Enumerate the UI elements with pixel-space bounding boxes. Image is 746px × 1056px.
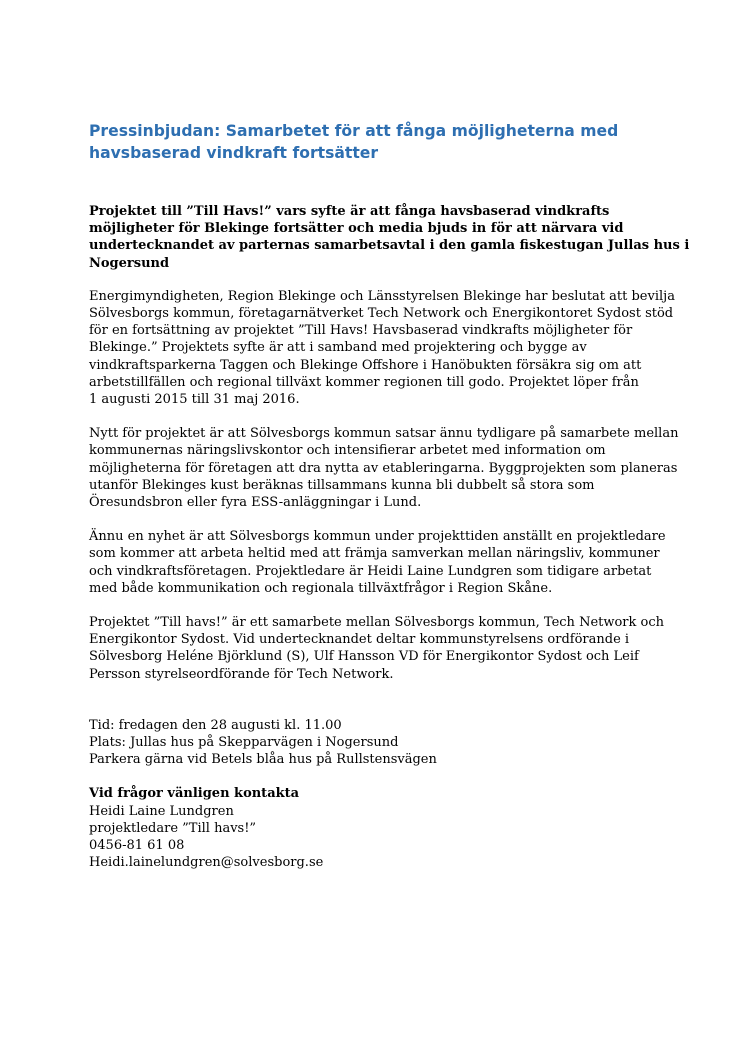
lead-line: Projektet till ”Till Havs!” vars syfte är att fånga havsbaserad vindkrafts <box>89 204 610 219</box>
lead-paragraph <box>89 203 690 272</box>
body-line: Öresundsbron eller fyra ESS-anläggningar i Lund. <box>89 495 422 511</box>
title-line: havsbaserad vindkraft fortsätter <box>89 144 379 162</box>
body-paragraph-1 <box>89 288 675 408</box>
lead-line: undertecknandet av parternas samarbetsavtal i den gamla fiskestugan Jullas hus i <box>89 238 690 254</box>
document-page <box>89 120 690 889</box>
body-line: utanför Blekinges kust beräknas tillsammans kunna bli dubbelt så stora som <box>89 477 595 493</box>
body-line: med både kommunikation och regionala tillväxtfrågor i Region Skåne. <box>89 580 553 596</box>
body-line: och vindkraftsföretagen. Projektledare är Heidi Laine Lundgren som tidigare arbetat <box>89 563 652 579</box>
body-line: arbetstillfällen och regional tillväxt kommer regionen till godo. Projektet löper från <box>89 374 639 390</box>
body-paragraph-4 <box>89 614 667 683</box>
body-line: för en fortsättning av projektet ”Till Havs! Havsbaserad vindkrafts möjligheter för <box>89 323 633 339</box>
event-time: Tid: fredagen den 28 augusti kl. 11.00 <box>89 717 342 733</box>
body-line: Projektet ”Till havs!” är ett samarbete mellan Sölvesborgs kommun, Tech Network och <box>89 615 665 631</box>
body-line: Energikontor Sydost. Vid undertecknandet deltar kommunstyrelsens ordförande i <box>89 632 630 648</box>
body-line: Sölvesborgs kommun, företagarnätverket Tech Network och Energikontoret Sydost stöd <box>89 306 674 322</box>
body-line: Ännu en nyhet är att Sölvesborgs kommun under projekttiden anställt en projektledare <box>89 529 666 545</box>
lead-line: möjligheter för Blekinge fortsätter och media bjuds in för att närvara vid <box>89 221 624 237</box>
body-line: som kommer att arbeta heltid med att främja samverkan mellan näringsliv, kommuner <box>89 546 660 562</box>
contact-name: Heidi Laine Lundgren <box>89 803 234 819</box>
contact-phone: 0456-81 61 08 <box>89 838 185 854</box>
body-line: möjligheterna för företagen att dra nytta av etableringarna. Byggprojekten som planeras <box>89 460 678 476</box>
body-line: Persson styrelseordförande för Tech Network. <box>89 666 394 682</box>
page-title <box>89 120 667 164</box>
contact-heading: Vid frågor vänligen kontakta <box>89 786 300 802</box>
body-line: Energimyndigheten, Region Blekinge och Länsstyrelsen Blekinge har beslutat att bevilja <box>89 288 675 304</box>
event-details <box>89 717 667 769</box>
body-paragraph-2 <box>89 425 679 511</box>
body-line: kommunernas näringslivskontor och intensifierar arbetet med information om <box>89 443 606 459</box>
body-line: Blekinge.” Projektets syfte är att i samband med projektering och bygge av <box>89 340 587 356</box>
contact-role: projektledare ”Till havs!” <box>89 820 257 836</box>
body-line: vindkraftsparkerna Taggen och Blekinge Offshore i Hanöbukten försäkra sig om att <box>89 357 642 373</box>
body-line: Nytt för projektet är att Sölvesborgs kommun satsar ännu tydligare på samarbete mellan <box>89 426 679 442</box>
contact-email[interactable]: Heidi.lainelundgren@solvesborg.se <box>89 855 324 871</box>
body-line: 1 augusti 2015 till 31 maj 2016. <box>89 392 300 408</box>
lead-line: Nogersund <box>89 255 170 271</box>
body-paragraph-3 <box>89 528 667 597</box>
title-line: Pressinbjudan: Samarbetet för att fånga möjligheterna med <box>89 122 619 140</box>
body-line: Sölvesborg Heléne Björklund (S), Ulf Hansson VD för Energikontor Sydost och Leif <box>89 649 639 665</box>
contact-block <box>89 785 667 871</box>
event-parking: Parkera gärna vid Betels blåa hus på Rullstensvägen <box>89 752 437 768</box>
event-place: Plats: Jullas hus på Skepparvägen i Nogersund <box>89 735 399 751</box>
